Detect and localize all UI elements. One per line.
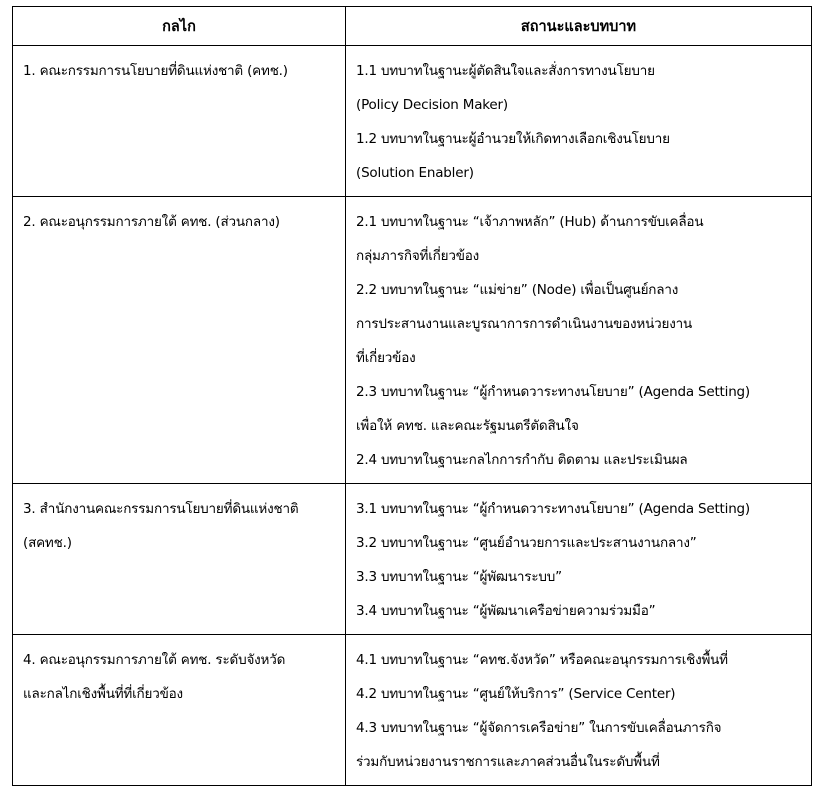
role-text: เพื่อให้ คทช. และคณะรัฐมนตรีตัดสินใจ — [356, 418, 579, 434]
role-text: 3.3 บทบาทในฐานะ “ผู้พัฒนาระบบ” — [356, 569, 562, 585]
role-text: 4.2 บทบาทในฐานะ “ศูนย์ให้บริการ” (Service Center) — [356, 686, 676, 702]
mechanism-cell — [13, 46, 346, 197]
table-row — [13, 635, 812, 786]
role-text: ร่วมกับหน่วยงานราชการและภาคส่วนอื่นในระดับพื้นที่ — [356, 754, 660, 770]
role-text: 3.2 บทบาทในฐานะ “ศูนย์อำนวยการและประสานงานกลาง” — [356, 535, 697, 551]
table-row — [13, 46, 812, 197]
mechanism-text: 1. คณะกรรมการนโยบายที่ดินแห่งชาติ (คทช.) — [23, 63, 288, 79]
role-text: กลุ่มภารกิจที่เกี่ยวข้อง — [356, 248, 480, 264]
role-text: (Policy Decision Maker) — [356, 97, 508, 113]
mechanism-text: 3. สำนักงานคณะกรรมการนโยบายที่ดินแห่งชาติ — [23, 501, 299, 517]
mechanism-text: 4. คณะอนุกรรมการภายใต้ คทช. ระดับจังหวัด — [23, 652, 286, 668]
mechanism-text: (สคทช.) — [23, 535, 72, 551]
role-text: 2.3 บทบาทในฐานะ “ผู้กำหนดวาระทางนโยบาย” (Agenda Setting) — [356, 384, 750, 400]
mechanism-cell — [13, 484, 346, 635]
role-text: ที่เกี่ยวข้อง — [356, 350, 416, 366]
mechanism-cell — [13, 197, 346, 484]
mechanism-cell — [13, 635, 346, 786]
table-row — [13, 197, 812, 484]
role-text: 2.4 บทบาทในฐานะกลไกการกำกับ ติดตาม และประเมินผล — [356, 452, 688, 468]
role-text: 3.1 บทบาทในฐานะ “ผู้กำหนดวาระทางนโยบาย” (Agenda Setting) — [356, 501, 750, 517]
mechanism-text: และกลไกเชิงพื้นที่ที่เกี่ยวข้อง — [23, 686, 183, 702]
role-text: 4.1 บทบาทในฐานะ “คทช.จังหวัด” หรือคณะอนุกรรมการเชิงพื้นที่ — [356, 652, 728, 668]
role-cell — [346, 484, 812, 635]
role-text: การประสานงานและบูรณาการการดำเนินงานของหน่วยงาน — [356, 316, 693, 332]
mechanism-text: 2. คณะอนุกรรมการภายใต้ คทช. (ส่วนกลาง) — [23, 214, 280, 230]
role-text: (Solution Enabler) — [356, 165, 474, 181]
header-role: สถานะและบทบาท — [346, 7, 812, 46]
table-header-row — [13, 7, 812, 46]
role-cell — [346, 46, 812, 197]
role-cell — [346, 197, 812, 484]
role-text: 2.2 บทบาทในฐานะ “แม่ข่าย” (Node) เพื่อเป็นศูนย์กลาง — [356, 282, 679, 298]
role-text: 1.2 บทบาทในฐานะผู้อำนวยให้เกิดทางเลือกเชิงนโยบาย — [356, 131, 670, 147]
header-mechanism: กลไก — [13, 7, 346, 46]
table-row — [13, 484, 812, 635]
role-text: 2.1 บทบาทในฐานะ “เจ้าภาพหลัก” (Hub) ด้านการขับเคลื่อน — [356, 214, 704, 230]
mechanism-role-table — [12, 6, 812, 786]
role-text: 1.1 บทบาทในฐานะผู้ตัดสินใจและสั่งการทางนโยบาย — [356, 63, 655, 79]
role-text: 4.3 บทบาทในฐานะ “ผู้จัดการเครือข่าย” ในการขับเคลื่อนภารกิจ — [356, 720, 722, 736]
role-cell — [346, 635, 812, 786]
role-text: 3.4 บทบาทในฐานะ “ผู้พัฒนาเครือข่ายความร่วมมือ” — [356, 603, 656, 619]
